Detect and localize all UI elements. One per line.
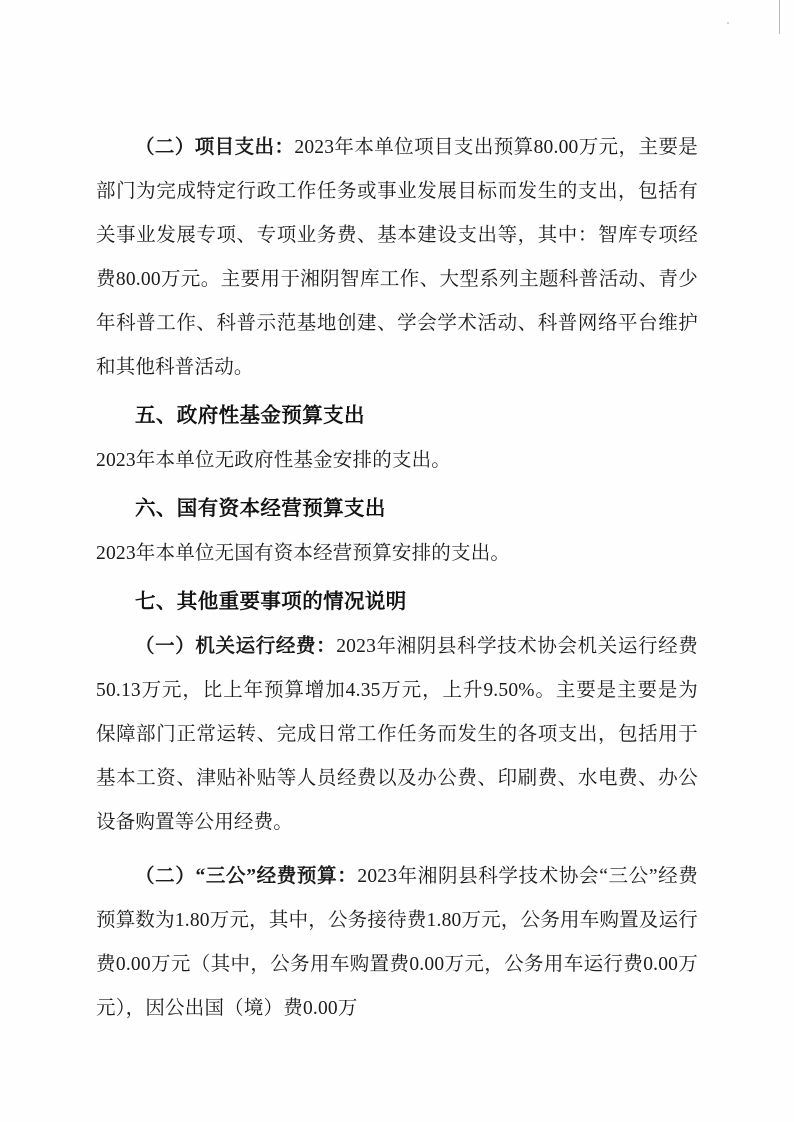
paragraph-section-five-body: 2023年本单位无政府性基金安排的支出。 <box>96 450 452 471</box>
paragraph-operating-expenses <box>96 625 698 845</box>
heading-section-six: 六、国有资本经营预算支出 <box>135 497 386 520</box>
heading-section-five: 五、政府性基金预算支出 <box>135 404 365 427</box>
scan-speck-artifact <box>727 22 729 24</box>
heading-section-seven: 七、其他重要事项的情况说明 <box>135 590 407 613</box>
scan-edge-artifact <box>779 0 780 34</box>
paragraph-text: 2023年本单位项目支出预算80.00万元，主要是部门为完成特定行政工作任务或事业发展目标而发生的支出，包括有关事业发展专项、专项业务费、基本建设支出等，其中：智库专项经费80.00万元。主要用于湘阴智库工作、大型系列主题科普活动、青少年科普工作、科普示范基地创建、学会学术活动、科普网络平台维护和其他科普活动。 <box>96 137 698 378</box>
paragraph-text: 2023年湘阴县科学技术协会“三公”经费预算数为1.80万元，其中，公务接待费1.80万元，公务用车购置及运行费0.00万元（其中，公务用车购置费0.00万元，公务用车运行费0.00万元），因公出国（境）费0.00万 <box>96 866 699 1019</box>
document-body <box>96 126 698 1031</box>
spacer <box>96 845 698 855</box>
paragraph-section-six-body: 2023年本单位无国有资本经营预算安排的支出。 <box>96 543 511 564</box>
paragraph-lead-label: （二）项目支出： <box>135 137 295 158</box>
paragraph-lead-label: （一）机关运行经费： <box>135 636 337 657</box>
paragraph-three-public-expenses <box>96 855 698 1031</box>
paragraph-lead-label: （二）“三公”经费预算： <box>135 866 358 887</box>
paragraph-project-expenditure <box>96 126 698 390</box>
paragraph-text: 2023年湘阴县科学技术协会机关运行经费50.13万元，比上年预算增加4.35万元，上升9.50%。主要是主要是为保障部门正常运转、完成日常工作任务而发生的各项支出，包括用于基本工资、津贴补贴等人员经费以及办公费、印刷费、水电费、办公设备购置等公用经费。 <box>96 636 698 833</box>
